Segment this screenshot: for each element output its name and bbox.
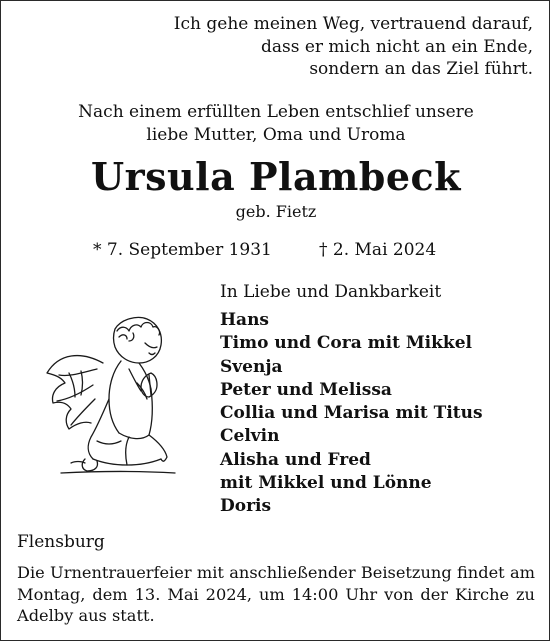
maiden-name: geb. Fietz — [235, 202, 317, 221]
list-item: Celvin — [220, 426, 280, 447]
verse-line: Ich gehe meinen Weg, vertrauend darauf, — [173, 14, 533, 34]
list-item: mit Mikkel und Lönne — [220, 473, 432, 494]
praying-angel-icon — [41, 313, 181, 478]
list-item: Peter und Melissa — [220, 379, 392, 400]
verse-line: dass er mich nicht an ein Ende, — [260, 36, 533, 57]
birth-date: * 7. September 1931 — [93, 240, 272, 260]
verse-line: sondern an das Ziel führt. — [309, 59, 533, 79]
deceased-name: Ursula Plambeck — [90, 154, 462, 199]
list-item: Hans — [220, 310, 270, 330]
intro-text — [1, 101, 550, 147]
mourners-heading: In Liebe und Dankbarkeit — [220, 282, 442, 302]
funeral-notice: Die Urnentrauerfeier mit anschließender Beisetzung findet am Montag, dem 13. Mai 2024, um 14:00 Uhr von der Kirche zu Adelby aus statt. — [17, 563, 535, 625]
intro-line: Nach einem erfüllten Leben entschlief unsere — [78, 102, 474, 122]
mourners-list — [220, 309, 483, 519]
list-item: Collia und Marisa mit Titus — [220, 403, 483, 424]
intro-line: liebe Mutter, Oma und Uroma — [146, 125, 406, 145]
place: Flensburg — [17, 532, 105, 552]
list-item: Doris — [220, 496, 272, 517]
list-item: Alisha und Fred — [220, 449, 371, 470]
list-item: Timo und Cora mit Mikkel — [220, 333, 472, 354]
verse — [173, 13, 533, 81]
death-date: † 2. Mai 2024 — [319, 240, 437, 260]
list-item: Svenja — [220, 356, 283, 377]
